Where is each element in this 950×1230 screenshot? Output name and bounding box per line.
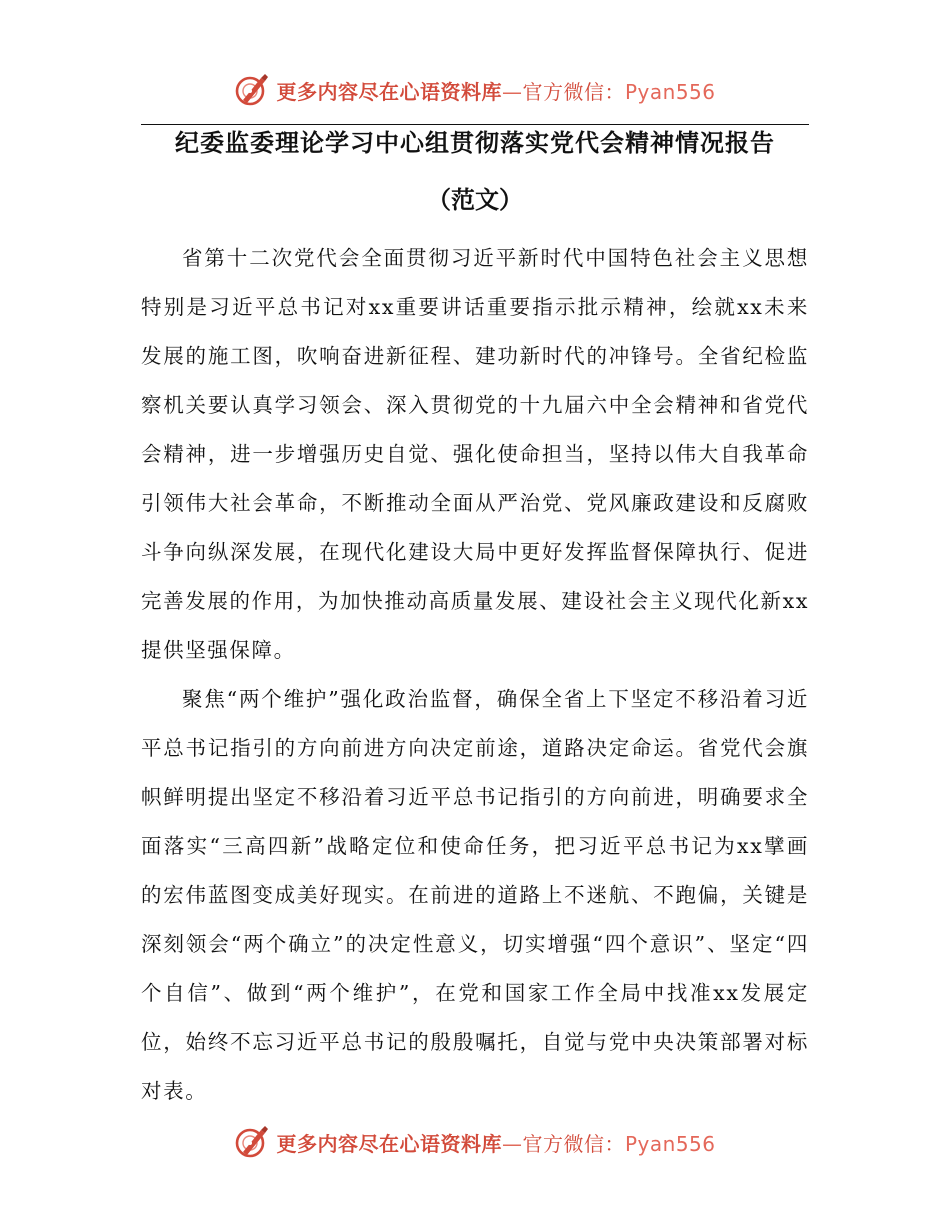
document-subtitle: （范文）: [427, 185, 523, 214]
footer-banner-wechat-id: Pyan556: [624, 1131, 716, 1156]
footer-banner-main: 更多内容尽在心语资料库: [276, 1131, 502, 1156]
footer-banner-dash: —: [501, 1131, 523, 1156]
body-paragraph-1: 省第十二次党代会全面贯彻习近平新时代中国特色社会主义思想特别是习近平总书记对xx重要讲话重要指示批示精神，绘就xx未来发展的施工图，吹响奋进新征程、建功新时代的冲锋号。全省纪检监察机关要认真学习领会、深入贯彻党的十九届六中全会精神和省党代会精神，进一步增强历史自觉、强化使命担当，坚持以伟大自我革命引领伟大社会革命，不断推动全面从严治党、党风廉政建设和反腐败斗争向纵深发展，在现代化建设大局中更好发挥监督保障执行、促进完善发展的作用，为加快推动高质量发展、建设社会主义现代化新xx提供坚强保障。: [141, 246, 809, 662]
header-banner-wechat-id: Pyan556: [624, 79, 716, 104]
header-banner-sub: 官方微信：: [522, 79, 625, 104]
pen-logo-icon: [234, 72, 270, 108]
footer-banner: [0, 1122, 950, 1162]
document-title: 纪委监委理论学习中心组贯彻落实党代会精神情况报告: [175, 128, 775, 157]
footer-banner-sub: 官方微信：: [522, 1131, 625, 1156]
pen-logo-icon: [234, 1124, 270, 1160]
header-banner-text: [276, 76, 715, 105]
document-body: [141, 234, 809, 1116]
header-banner-main: 更多内容尽在心语资料库: [276, 79, 502, 104]
header-banner-dash: —: [501, 79, 523, 104]
body-paragraph-2: 聚焦“两个维护”强化政治监督，确保全省上下坚定不移沿着习近平总书记指引的方向前进方向决定前途，道路决定命运。省党代会旗帜鲜明提出坚定不移沿着习近平总书记指引的方向前进，明确要求全面落实“三高四新”战略定位和使命任务，把习近平总书记为xx擘画的宏伟蓝图变成美好现实。在前进的道路上不迷航、不跑偏，关键是深刻领会“两个确立”的决定性意义，切实增强“四个意识”、坚定“四个自信”、做到“两个维护”，在党和国家工作全局中找准xx发展定位，始终不忘习近平总书记的殷殷嘱托，自觉与党中央决策部署对标对表。: [141, 687, 809, 1103]
header-banner: [0, 70, 950, 110]
footer-banner-text: [276, 1128, 715, 1157]
